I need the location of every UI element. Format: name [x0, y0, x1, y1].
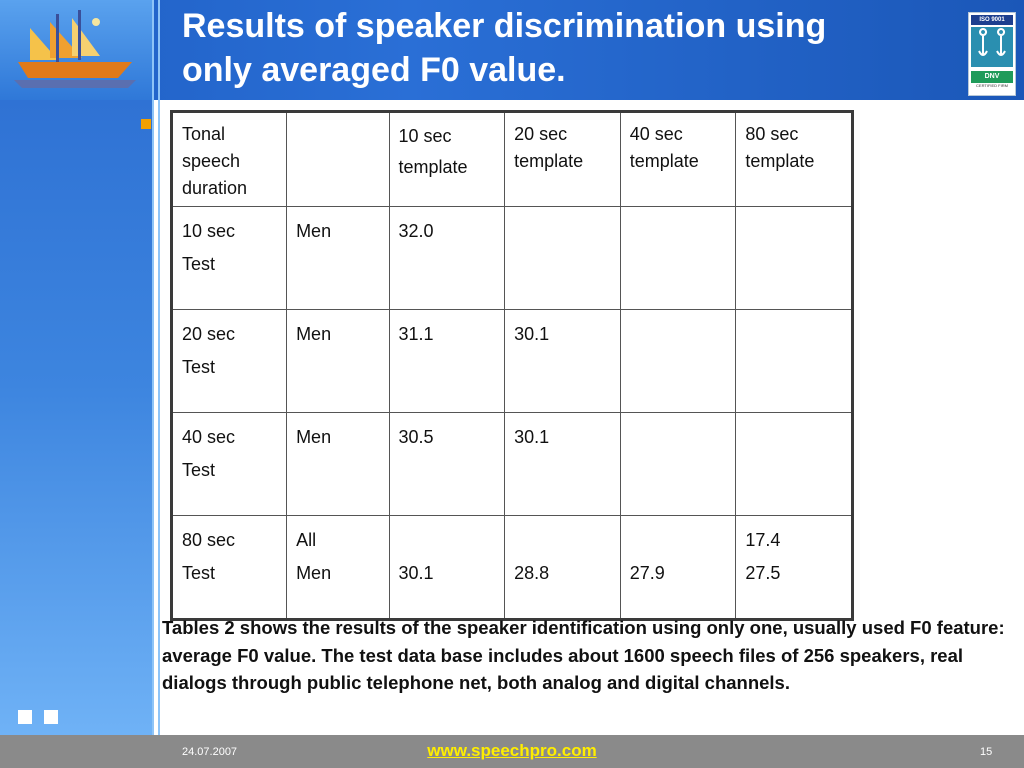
table-cell — [620, 413, 736, 516]
table-cell: 28.8 — [505, 516, 621, 620]
table-row — [172, 413, 853, 516]
table-cell: All Men — [287, 516, 389, 620]
table-cell — [736, 413, 853, 516]
decor-square — [18, 710, 32, 724]
table-header-row — [172, 112, 853, 207]
table-cell: Men — [287, 413, 389, 516]
table-row — [172, 207, 853, 310]
table-cell — [620, 310, 736, 413]
table-cell — [736, 310, 853, 413]
table-cell — [505, 207, 621, 310]
table-row — [172, 516, 853, 620]
title-line-2: only averaged F0 value. — [182, 51, 566, 89]
company-logo — [0, 0, 152, 100]
table-row — [172, 310, 853, 413]
table-cell: 17.4 27.5 — [736, 516, 853, 620]
website-link[interactable]: www.speechpro.com — [427, 741, 597, 760]
table-cell: 80 sec Test — [172, 516, 287, 620]
iso-certification-badge — [968, 12, 1016, 96]
divider-line — [152, 0, 154, 735]
table-cell — [736, 207, 853, 310]
slide-title — [182, 4, 952, 92]
header-cell: 10 sec template — [389, 112, 505, 207]
table-cell: 20 sec Test — [172, 310, 287, 413]
table-cell: Men — [287, 310, 389, 413]
table-cell: 30.1 — [505, 413, 621, 516]
anchor-icon — [971, 27, 1013, 67]
table-caption: Tables 2 shows the results of the speaker identification using only one, usually used F0 feature: average F0 value. The test data base includes about 1600 speech files of 256 speakers, real dialogs through public telephone net, both analog and digital channels. — [162, 617, 1005, 693]
header-cell — [287, 112, 389, 207]
table-cell: 30.1 — [505, 310, 621, 413]
header-cell: 80 sec template — [736, 112, 853, 207]
table-cell: 32.0 — [389, 207, 505, 310]
header-cell: 40 sec template — [620, 112, 736, 207]
table-cell: 27.9 — [620, 516, 736, 620]
logo-ship-icon — [0, 0, 152, 100]
bullet-icon — [141, 119, 151, 129]
table-cell: Men — [287, 207, 389, 310]
certified-label: CERTIFIED FIRM — [976, 83, 1008, 88]
slide-footer — [0, 735, 1024, 768]
table-cell: 30.5 — [389, 413, 505, 516]
left-sidebar-band — [0, 100, 152, 735]
table-cell: 10 sec Test — [172, 207, 287, 310]
decor-square — [44, 710, 58, 724]
title-line-1: Results of speaker discrimination using — [182, 7, 827, 45]
results-table — [170, 110, 854, 621]
table-cell: 40 sec Test — [172, 413, 287, 516]
iso-label: ISO 9001 — [971, 15, 1013, 25]
table-cell: 30.1 — [389, 516, 505, 620]
page-number: 15 — [980, 746, 993, 758]
header-cell: 20 sec template — [505, 112, 621, 207]
footer-date: 24.07.2007 — [182, 746, 238, 758]
table-cell — [620, 207, 736, 310]
dnv-label: DNV — [971, 71, 1013, 83]
divider-line — [158, 0, 160, 735]
header-cell: Tonal speech duration — [172, 112, 287, 207]
table-cell: 31.1 — [389, 310, 505, 413]
